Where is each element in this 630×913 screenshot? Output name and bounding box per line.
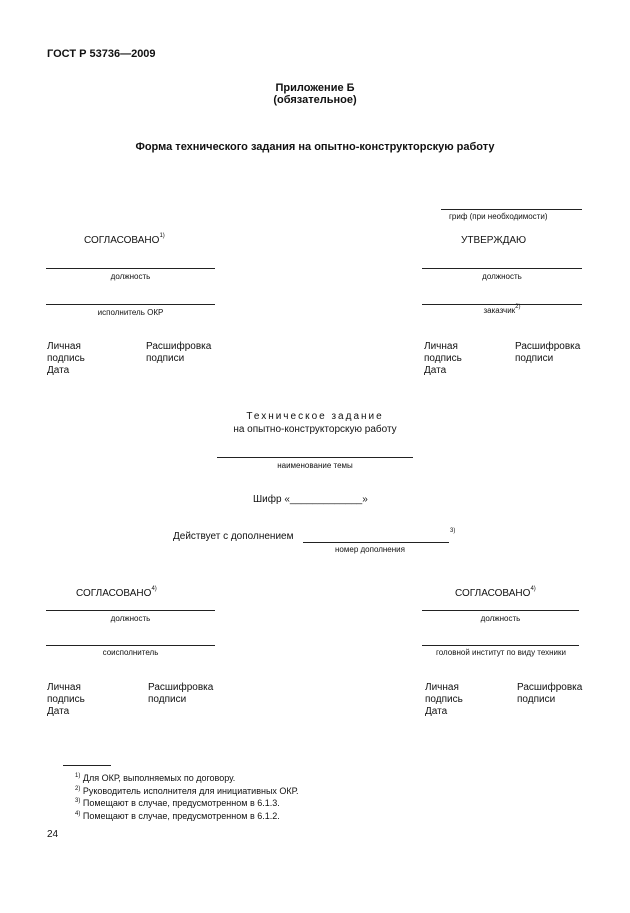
top-right-customer-line	[422, 304, 582, 305]
bottom-left-position-line	[46, 610, 215, 611]
top-left-decode: Расшифровка подписи	[146, 341, 212, 364]
bottom-left-heading: СОГЛАСОВАНО$^{4)}$	[76, 586, 157, 599]
bottom-right-position-label: должность	[480, 614, 521, 623]
standard-number: ГОСТ Р 53736—2009	[47, 48, 156, 60]
grif-label: гриф (при необходимости)	[449, 212, 548, 221]
bottom-left-position-label: должность	[110, 614, 151, 623]
page-number: 24	[47, 829, 59, 840]
top-right-customer-label: заказчик$^{2)}$	[483, 304, 521, 315]
grif-line	[441, 209, 582, 210]
addendum-label: Действует с дополнением	[173, 531, 294, 542]
bottom-left-coexecutor-label: соисполнитель	[102, 648, 159, 657]
addendum-line	[303, 542, 449, 543]
footnote-separator	[63, 765, 111, 766]
top-left-sign: Личная подпись Дата	[47, 341, 85, 376]
footnote-item: $^{4)}$ Помещают в случае, предусмотренном в 6.1.2.	[75, 810, 280, 821]
top-left-heading: СОГЛАСОВАНО$^{1)}$	[84, 233, 165, 246]
top-left-position-line	[46, 268, 215, 269]
top-right-decode: Расшифровка подписи	[515, 341, 581, 364]
bottom-right-decode: Расшифровка подписи	[517, 682, 583, 705]
bottom-left-sign: Личная подпись Дата	[47, 682, 85, 717]
tz-title: Техническое задание	[246, 411, 384, 422]
annex-status: (обязательное)	[273, 94, 357, 106]
footnote-item: $^{3)}$ Помещают в случае, предусмотренном в 6.1.3.	[75, 798, 280, 808]
bottom-right-sign: Личная подпись Дата	[425, 682, 463, 717]
bottom-right-institute-line	[422, 645, 579, 646]
top-right-heading: УТВЕРЖДАЮ	[461, 235, 527, 246]
cipher-row: Шифр «_____________»	[253, 494, 368, 505]
annex-title: Приложение Б	[275, 82, 355, 94]
addendum-note: 3)	[450, 528, 456, 534]
footnotes	[75, 772, 298, 822]
form-title: Форма технического задания на опытно-конструкторскую работу	[135, 141, 495, 153]
top-left-executor-label: исполнитель ОКР	[97, 308, 164, 317]
top-right-position-label: должность	[482, 272, 522, 281]
top-right-sign: Личная подпись Дата	[424, 341, 462, 376]
bottom-left-coexecutor-line	[46, 645, 215, 646]
topic-line	[217, 457, 413, 458]
top-right-position-line	[422, 268, 582, 269]
addendum-sub: номер дополнения	[335, 545, 405, 554]
tz-subtitle: на опытно-конструкторскую работу	[233, 424, 397, 435]
bottom-right-heading: СОГЛАСОВАНО$^{4)}$	[455, 586, 536, 599]
footnote-item: $^{1)}$ Для ОКР, выполняемых по договору.	[75, 773, 236, 783]
top-left-executor-line	[46, 304, 215, 305]
bottom-right-position-line	[422, 610, 579, 611]
top-left-position-label: должность	[110, 272, 151, 281]
bottom-left-decode: Расшифровка подписи	[148, 682, 214, 705]
topic-label: наименование темы	[277, 461, 353, 470]
footnote-item: $^{2)}$ Руководитель исполнителя для инициативных ОКР.	[75, 785, 299, 796]
bottom-right-institute-label: головной институт по виду техники	[435, 648, 566, 657]
